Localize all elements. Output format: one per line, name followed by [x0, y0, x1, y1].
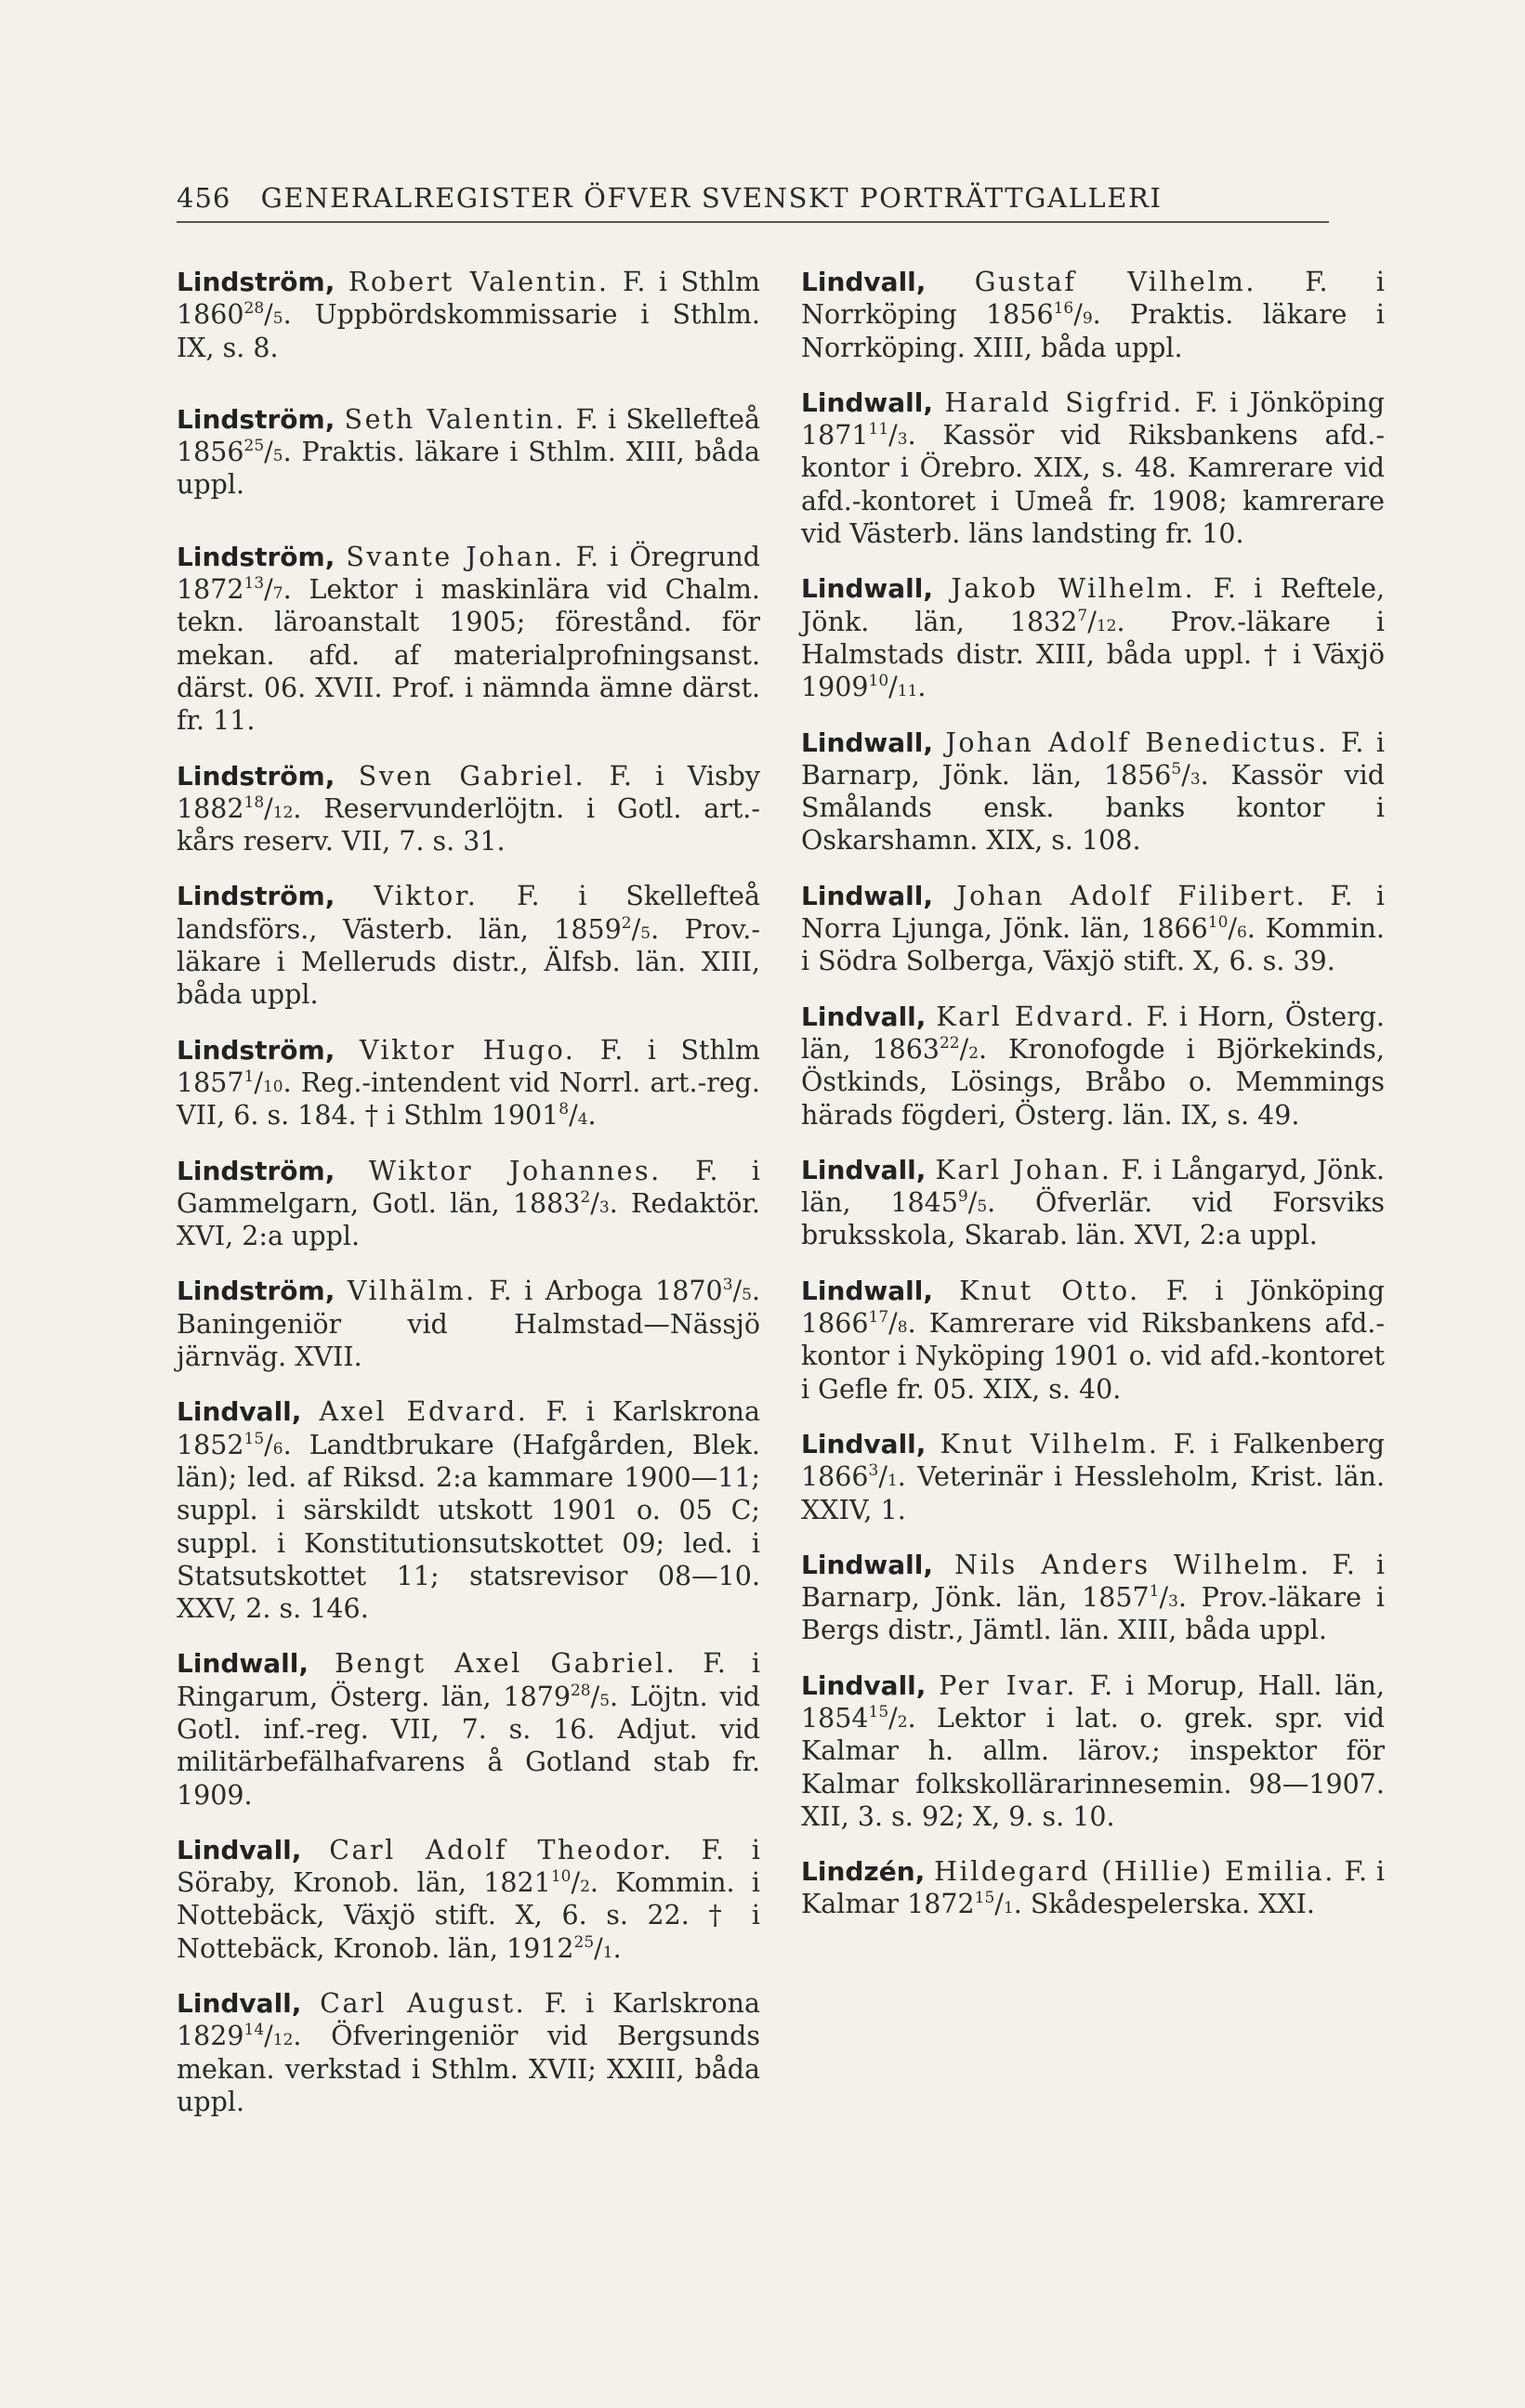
death-date-fraction: $^8$/4 — [559, 1100, 588, 1132]
entry-description: . Kamrerare vid Riksbankens afd.-kontor i Nyköping 1901 o. vid afd.-kontoret i Gefle fr. 05. XIX, s. 40. — [801, 1308, 1385, 1405]
entry-description: . Kronofogde i Björkekinds, Östkinds, Lösings, Bråbo o. Memmings härads fögderi, Österg. län. IX, s. 49. — [801, 1033, 1385, 1131]
entry-description: . Kommin. i Nottebäck, Växjö stift. X, 6. s. 22. † i Nottebäck, Kronob. län, 1912 — [177, 1867, 760, 1964]
birth-day: 2 — [621, 913, 632, 933]
birth-date-fraction: $^{18}$/12 — [243, 792, 294, 824]
birth-month: 2 — [897, 1712, 908, 1732]
entry-given-names: Harald Sigfrid. — [944, 386, 1184, 418]
entry-surname: Lindvall, — [801, 267, 927, 297]
birth-day: 15 — [974, 1889, 995, 1908]
register-entry — [177, 1395, 760, 1625]
birth-date-fraction: $^{22}$/2 — [939, 1033, 979, 1065]
birth-month: 3 — [1190, 769, 1201, 789]
entry-surname: Lindström, — [177, 403, 335, 435]
birth-month: 3 — [897, 430, 908, 450]
entry-given-names: Vilhälm. — [347, 1276, 477, 1307]
entry-description: . Löjtn. vid Gotl. inf.-reg. VII, 7. s. 16. Adjut. vid militärbefälhafvarens å Gotland stab fr. 1909. — [177, 1681, 760, 1811]
entry-birth-place: F. i Öregrund 1872 — [177, 541, 760, 606]
entry-birth-place: F. i Karlskrona 1852 — [177, 1396, 761, 1460]
register-entry — [177, 1987, 760, 2118]
entry-surname: Lindström, — [177, 1276, 335, 1307]
entry-surname: Lindwall, — [801, 573, 934, 605]
right-column — [801, 266, 1385, 1943]
page-number: 456 — [177, 182, 231, 214]
entry-birth-place: F. i Gammelgarn, Gotl. län, 1883 — [177, 1155, 760, 1219]
entry-surname: Lindström, — [177, 1034, 335, 1066]
birth-month: 6 — [272, 1439, 283, 1459]
entry-surname: Lindwall, — [801, 1275, 934, 1306]
birth-month: 1 — [887, 1472, 898, 1491]
birth-day: 17 — [868, 1308, 889, 1328]
birth-month: 12 — [272, 2031, 294, 2050]
entry-surname: Lindvall, — [177, 1988, 302, 2020]
register-entry — [177, 403, 760, 502]
death-date-fraction: $^{10}$/11 — [868, 672, 918, 703]
birth-month: 12 — [272, 803, 294, 822]
entry-surname: Lindvall, — [801, 1154, 927, 1185]
birth-month: 6 — [1237, 923, 1247, 943]
entry-surname: Lindström, — [177, 881, 335, 912]
entry-surname: Lindvall, — [177, 1834, 302, 1865]
birth-date-fraction: $^2$/3 — [580, 1187, 610, 1219]
register-entry — [801, 1154, 1385, 1252]
entry-description: . Redaktör. XVI, 2:a uppl. — [177, 1187, 760, 1252]
death-month: 1 — [602, 1943, 613, 1962]
entry-given-names: Johan Adolf Benedictus. — [945, 726, 1329, 758]
entry-birth-place: F. i Jönköping 1871 — [801, 386, 1385, 452]
entry-description: . Baningeniör vid Halmstad—Nässjö järnväg. XVII. — [177, 1276, 761, 1373]
birth-month: 5 — [272, 309, 283, 329]
entry-surname: Lindström, — [177, 267, 335, 297]
birth-date-fraction: $^2$/5 — [621, 913, 651, 945]
entry-given-names: Viktor. — [374, 881, 479, 912]
entry-description: . Prov.-läkare i Bergs distr., Jämtl. län. XIII, båda uppl. — [801, 1582, 1385, 1646]
birth-month: 5 — [977, 1197, 988, 1217]
register-entry — [801, 386, 1385, 550]
entry-description: . Reservunderlöjtn. i Gotl. art.-kårs reserv. VII, 7. s. 31. — [177, 792, 760, 857]
register-entry — [801, 1001, 1385, 1132]
entry-given-names: Gustaf Vilhelm. — [974, 267, 1256, 297]
birth-day: 22 — [939, 1033, 960, 1053]
entry-given-names: Seth Valentin. — [344, 403, 567, 435]
entry-description: . Skådespelerska. XXI. — [1013, 1889, 1315, 1920]
entry-surname: Lindvall, — [801, 1428, 927, 1459]
entry-birth-place: F. i Sthlm 1857 — [177, 1034, 760, 1098]
entry-birth-place: F. i Barnarp, Jönk. län, 1857 — [801, 1549, 1385, 1614]
entry-given-names: Bengt Axel Gabriel. — [335, 1648, 677, 1680]
birth-day: 25 — [243, 437, 265, 456]
death-date-fraction: $^{25}$/1 — [573, 1932, 613, 1964]
birth-month: 12 — [1096, 616, 1117, 635]
birth-date-fraction: $^{28}$/5 — [570, 1681, 611, 1712]
entry-description-end: . — [587, 1100, 597, 1132]
entry-description: . Veterinär i Hessleholm, Krist. län. XXIV, 1. — [801, 1461, 1385, 1525]
entry-surname: Lindwall, — [801, 386, 934, 418]
birth-day: 18 — [243, 792, 265, 812]
entry-surname: Lindström, — [177, 1155, 335, 1186]
entry-birth-place: F. i Långaryd, Jönk. län, 1845 — [801, 1154, 1385, 1219]
entry-surname: Lindström, — [177, 760, 335, 792]
entry-given-names: Sven Gabriel. — [358, 760, 586, 792]
entry-description: . Öfveringeniör vid Bergsunds mekan. verkstad i Sthlm. XVII; XXIII, båda uppl. — [177, 2021, 760, 2117]
register-entry — [801, 266, 1385, 364]
death-day: 25 — [573, 1932, 595, 1952]
entry-birth-place: F. i Norra Ljunga, Jönk. län, 1866 — [801, 880, 1385, 945]
birth-date-fraction: $^{14}$/12 — [243, 2021, 294, 2052]
entry-surname: Lindwall, — [801, 726, 934, 758]
birth-month: 3 — [1168, 1592, 1178, 1612]
birth-date-fraction: $^{10}$/2 — [550, 1867, 590, 1899]
birth-day: 13 — [243, 574, 265, 594]
entry-description: . Landtbrukare (Hafgården, Blek. län); led. af Riksd. 2:a kammare 1900—11; suppl. i särskildt utskott 1901 o. 05 C; suppl. i Konstitutionsutskottet 09; led. i Statsutskottet 11; statsrevisor 08—10. XXV, 2. s. 146. — [177, 1429, 760, 1625]
entry-description: . Uppbördskommissarie i Sthlm. IX, s. 8. — [177, 299, 760, 363]
register-entry — [177, 1834, 760, 1965]
birth-day: 5 — [1171, 759, 1182, 779]
birth-month: 5 — [599, 1691, 611, 1710]
register-entry — [801, 1855, 1385, 1921]
entry-surname: Lindvall, — [177, 1396, 302, 1428]
entry-description: . Praktis. läkare i Norrköping. XIII, båda uppl. — [801, 299, 1385, 363]
birth-day: 10 — [550, 1867, 572, 1887]
birth-month: 9 — [1082, 309, 1093, 329]
birth-month: 3 — [598, 1197, 610, 1217]
birth-date-fraction: $^{15}$/6 — [243, 1429, 283, 1460]
entry-description: . Reg.-intendent vid Norrl. art.-reg. VII, 6. s. 184. † i Sthlm 1901 — [177, 1067, 760, 1132]
entry-given-names: Karl Johan. — [935, 1154, 1112, 1185]
register-entry — [801, 1549, 1385, 1647]
entry-birth-place: F. i Sthlm 1860 — [177, 267, 761, 331]
death-day: 10 — [868, 672, 889, 691]
birth-date-fraction: $^{15}$/1 — [974, 1889, 1014, 1920]
birth-day: 3 — [722, 1276, 733, 1295]
register-entry — [801, 880, 1385, 978]
register-entry — [177, 1647, 760, 1811]
entry-given-names: Axel Edvard. — [319, 1396, 529, 1428]
register-entry — [177, 266, 760, 364]
entry-given-names: Jakob Wilhelm. — [951, 573, 1196, 605]
birth-date-fraction: $^{25}$/5 — [243, 437, 283, 468]
entry-given-names: Karl Edvard. — [936, 1001, 1137, 1032]
birth-date-fraction: $^{15}$/2 — [868, 1702, 908, 1734]
entry-given-names: Wiktor Johannes. — [368, 1155, 662, 1186]
entry-given-names: Svante Johan. — [346, 541, 565, 572]
birth-date-fraction: $^1$/10 — [243, 1067, 283, 1098]
entry-birth-place: F. i Norrköping 1856 — [801, 267, 1385, 331]
entry-description-end: . — [917, 672, 927, 703]
birth-day: 1 — [1149, 1582, 1160, 1602]
entry-birth-place: F. i Skellefteå landsförs., Västerb. län, 1859 — [177, 881, 760, 945]
birth-date-fraction: $^{28}$/5 — [243, 299, 283, 331]
entry-description: . Lektor i lat. o. grek. spr. vid Kalmar h. allm. lärov.; inspektor för Kalmar folkskollärarinnesemin. 98—1907. XII, 3. s. 92; X, 9. s. 10. — [801, 1702, 1385, 1832]
entry-birth-place: F. i Falkenberg 1866 — [801, 1428, 1386, 1493]
entry-description: . Prov.-läkare i Halmstads distr. XIII, båda uppl. † i Växjö 1909 — [801, 606, 1385, 703]
register-entry — [801, 726, 1385, 857]
birth-month: 5 — [640, 923, 651, 943]
birth-date-fraction: $^7$/12 — [1077, 606, 1117, 637]
entry-given-names: Robert Valentin. — [348, 267, 610, 297]
entry-given-names: Knut Vilhelm. — [940, 1428, 1160, 1459]
birth-day: 15 — [868, 1702, 889, 1721]
register-entry — [801, 1669, 1385, 1833]
birth-date-fraction: $^5$/3 — [1171, 759, 1201, 791]
birth-date-fraction: $^{16}$/9 — [1053, 299, 1093, 331]
entry-birth-place: F. i Ringarum, Österg. län, 1879 — [177, 1648, 760, 1712]
birth-date-fraction: $^{10}$/6 — [1207, 913, 1247, 945]
birth-day: 28 — [243, 299, 265, 319]
birth-day: 11 — [868, 420, 889, 439]
birth-day: 9 — [957, 1187, 968, 1207]
left-column — [177, 266, 760, 2140]
entry-surname: Lindwall, — [801, 1549, 934, 1580]
entry-description: . Prov.-läkare i Melleruds distr., Älfsb. län. XIII, båda uppl. — [177, 913, 760, 1011]
entry-description: . Kassör vid Smålands ensk. banks kontor i Oskarshamn. XIX, s. 108. — [801, 759, 1385, 857]
entry-birth-place: F. i Karlskrona 1829 — [177, 1988, 760, 2052]
register-entry — [177, 1034, 760, 1132]
birth-day: 7 — [1077, 606, 1088, 625]
birth-month: 7 — [272, 584, 283, 604]
birth-month: 2 — [968, 1043, 979, 1063]
birth-day: 1 — [243, 1067, 255, 1086]
entry-birth-place: F. i Barnarp, Jönk. län, 1856 — [801, 726, 1385, 791]
register-entry — [177, 760, 760, 858]
birth-month: 8 — [897, 1318, 908, 1338]
entry-birth-place: F. i Kalmar 1872 — [801, 1856, 1385, 1920]
birth-day: 28 — [570, 1681, 591, 1700]
birth-date-fraction: $^1$/3 — [1149, 1582, 1178, 1614]
birth-date-fraction: $^3$/1 — [868, 1461, 898, 1493]
death-month: 4 — [577, 1110, 588, 1130]
entry-description: . Kommin. i Södra Solberga, Växjö stift. X, 6. s. 39. — [801, 913, 1385, 977]
register-entry — [801, 1275, 1385, 1406]
entry-description: . Praktis. läkare i Sthlm. XIII, båda uppl. — [177, 437, 760, 501]
entry-given-names: Hildegard (Hillie) Emilia. — [934, 1856, 1335, 1888]
entry-given-names: Per Ivar. — [939, 1669, 1077, 1701]
entry-birth-place: F. i Arboga 1870 — [476, 1276, 723, 1307]
entry-birth-place: F. i Morup, Hall. län, 1854 — [801, 1669, 1385, 1734]
birth-day: 14 — [243, 2021, 265, 2040]
register-entry — [801, 572, 1385, 703]
entry-description: . Kassör vid Riksbankens afd.-kontor i Örebro. XIX, s. 48. Kamrerare vid afd.-kontoret i Umeå fr. 1908; kamrerare vid Västerb. läns landsting fr. 10. — [801, 420, 1385, 550]
entry-birth-place: F. i Horn, Österg. län, 1863 — [801, 1001, 1385, 1065]
entry-birth-place: F. i Reftele, Jönk. län, 1832 — [801, 573, 1385, 637]
entry-surname: Lindvall, — [801, 1001, 927, 1032]
entry-given-names: Viktor Hugo. — [359, 1034, 576, 1066]
entry-surname: Lindvall, — [801, 1669, 927, 1701]
birth-date-fraction: $^3$/5 — [722, 1276, 752, 1307]
entry-given-names: Carl Adolf Theodor. — [329, 1834, 674, 1865]
register-entry — [801, 1428, 1385, 1526]
birth-date-fraction: $^{11}$/3 — [868, 420, 908, 452]
birth-day: 16 — [1053, 299, 1074, 319]
birth-month: 5 — [272, 447, 283, 466]
birth-month: 1 — [1003, 1899, 1014, 1918]
entry-birth-place: F. i Jönköping 1866 — [801, 1275, 1385, 1340]
death-month: 11 — [897, 682, 918, 701]
birth-day: 10 — [1207, 913, 1229, 933]
entry-birth-place: F. i Visby 1882 — [177, 760, 760, 824]
running-title: GENERALREGISTER ÖFVER SVENSKT PORTRÄTTGALLERI — [260, 182, 1163, 214]
entry-surname: Lindzén, — [801, 1856, 926, 1888]
entry-description-end: . — [612, 1932, 622, 1964]
entry-surname: Lindström, — [177, 541, 335, 572]
birth-month: 5 — [742, 1286, 752, 1305]
entry-given-names: Knut Otto. — [959, 1275, 1140, 1306]
birth-date-fraction: $^{13}$/7 — [243, 574, 283, 606]
register-entry — [177, 880, 760, 1011]
register-entry — [177, 1275, 760, 1373]
entry-birth-place: F. i Söraby, Kronob. län, 1821 — [177, 1834, 760, 1899]
entry-surname: Lindwall, — [177, 1648, 309, 1680]
birth-day: 3 — [868, 1461, 879, 1481]
birth-date-fraction: $^9$/5 — [957, 1187, 988, 1219]
death-day: 8 — [559, 1100, 570, 1119]
entry-description: . Öfverlär. vid Forsviks bruksskola, Skarab. län. XVI, 2:a uppl. — [801, 1187, 1385, 1251]
entry-surname: Lindwall, — [801, 880, 934, 911]
register-entry — [177, 1155, 760, 1253]
birth-day: 15 — [243, 1429, 265, 1448]
entry-given-names: Carl August. — [320, 1988, 527, 2020]
entry-given-names: Nils Anders Wilhelm. — [954, 1549, 1311, 1580]
entry-given-names: Johan Adolf Filibert. — [956, 880, 1308, 911]
register-entry — [177, 541, 760, 738]
birth-day: 2 — [580, 1187, 591, 1207]
entry-birth-place: F. i Skellefteå 1856 — [177, 403, 760, 468]
birth-month: 10 — [262, 1077, 283, 1096]
birth-date-fraction: $^{17}$/8 — [868, 1308, 908, 1340]
entry-description: . Lektor i maskinlära vid Chalm. tekn. läroanstalt 1905; förestånd. för mekan. afd. af materialprofningsanst. därst. 06. XVII. Prof. i nämnda ämne därst. fr. 11. — [177, 574, 760, 737]
birth-month: 2 — [580, 1878, 590, 1897]
page-header — [177, 182, 1329, 223]
